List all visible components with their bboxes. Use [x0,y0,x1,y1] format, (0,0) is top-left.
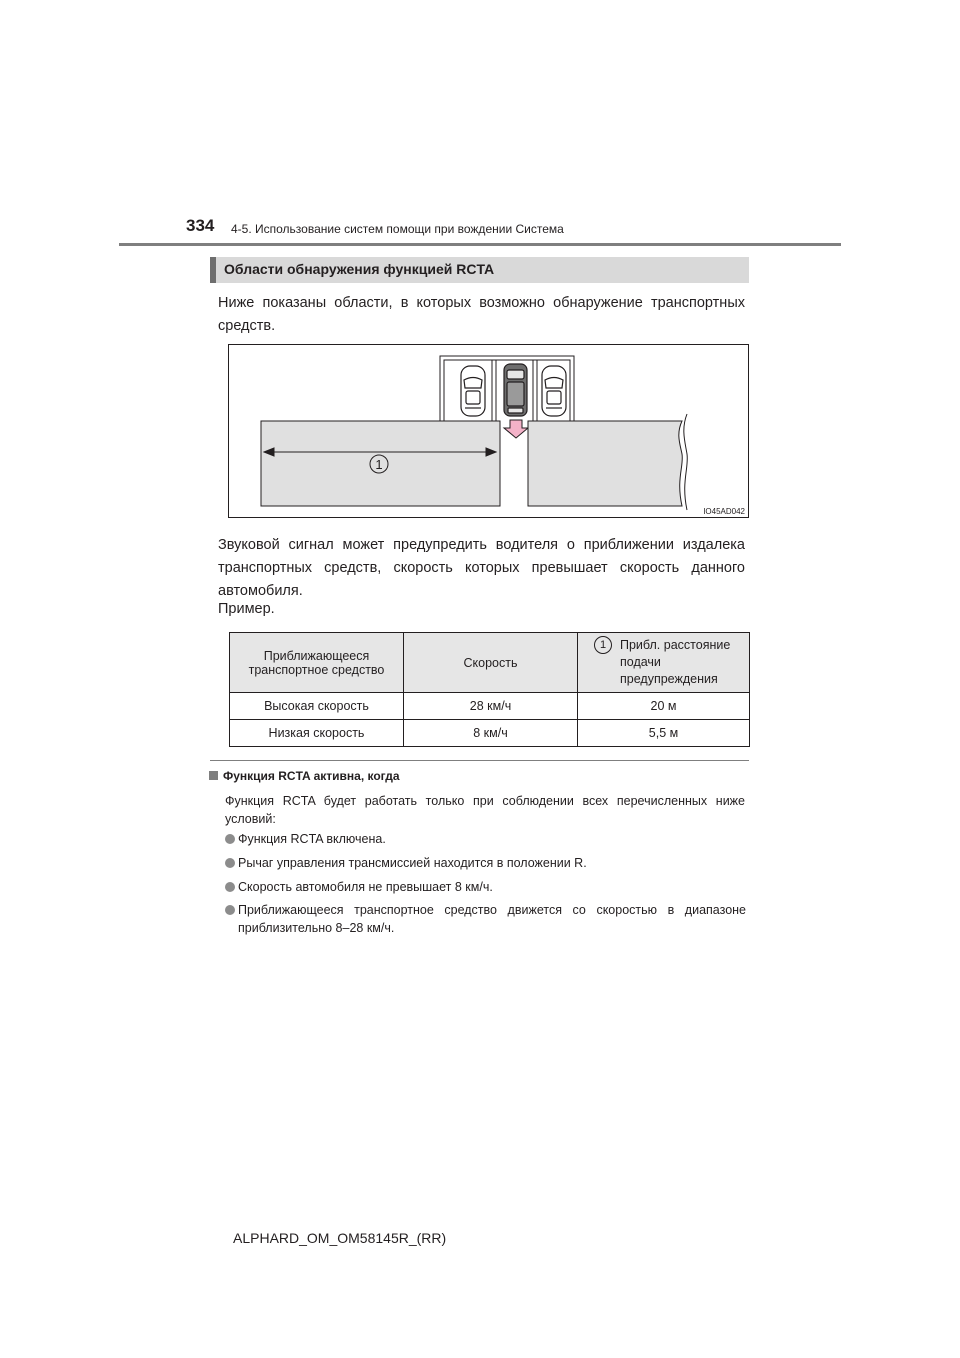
intro-paragraph: Ниже показаны области, в которых возможно обнаружение транспортных средств. [218,295,745,334]
detection-zone-right [528,421,682,506]
square-bullet-icon [209,771,218,780]
callout-number-1: 1 [375,457,383,472]
condition-text: Скорость автомобиля не превышает 8 км/ч. [238,880,493,894]
bullet-dot-icon [225,905,235,915]
bullet-dot-icon [225,882,235,892]
bullet-dot-icon [225,858,235,868]
table-header-distance [578,633,750,693]
table-cell: 28 км/ч [404,693,578,720]
condition-item [225,901,746,937]
own-vehicle [504,364,527,416]
document-footer: ALPHARD_OM_OM58145R_(RR) [233,1230,447,1246]
table-header-speed: Скорость [404,633,578,693]
section-heading-bar [210,257,749,283]
conditions-intro: Функция RCTA будет работать только при соблюдении всех перечисленных ниже условий: [225,794,745,826]
page-number: 334 [186,216,215,235]
callout-circle-1: 1 [594,636,612,654]
diagram-svg [228,344,749,518]
condition-text: Приближающееся транспортное средство движется со скоростью в диапазоне приблизительно 8–28 км/ч. [238,903,746,935]
parked-car-left [461,366,485,416]
table-cell: 8 км/ч [404,720,578,747]
parked-car-right [542,366,566,416]
condition-item [225,854,746,872]
table-row [230,720,750,747]
condition-text: Рычаг управления трансмиссией находится в положении R. [238,856,587,870]
table-header-distance-label: Прибл. расстояние подачи предупреждения [620,638,731,686]
warning-paragraph: Звуковой сигнал может предупредить водителя о приближении издалека транспортных средств, скорость которых превышает скорость данного автомобиля. [218,537,745,599]
running-header: 4-5. Использование систем помощи при вождении Система [231,222,564,236]
section-divider [210,760,749,761]
table-cell: Низкая скорость [230,720,404,747]
table-cell: Высокая скорость [230,693,404,720]
condition-text: Функция RCTA включена. [238,832,386,846]
conditions-heading [209,769,400,783]
section-marker [210,257,216,283]
bullet-dot-icon [225,834,235,844]
section-title: Области обнаружения функцией RCTA [224,261,495,277]
table-cell: 5,5 м [578,720,750,747]
condition-item [225,830,746,848]
conditions-title: Функция RCTA активна, когда [223,769,400,783]
rcta-distance-table [229,632,750,747]
condition-item [225,878,746,896]
table-cell: 20 м [578,693,750,720]
header-rule [119,243,841,246]
example-label: Пример. [218,601,275,617]
table-header-vehicle: Приближающееся транспортное средство [230,633,404,693]
detection-area-diagram [228,344,749,518]
table-header-row [230,633,750,693]
table-row [230,693,750,720]
image-code: IO45AD042 [703,507,745,516]
